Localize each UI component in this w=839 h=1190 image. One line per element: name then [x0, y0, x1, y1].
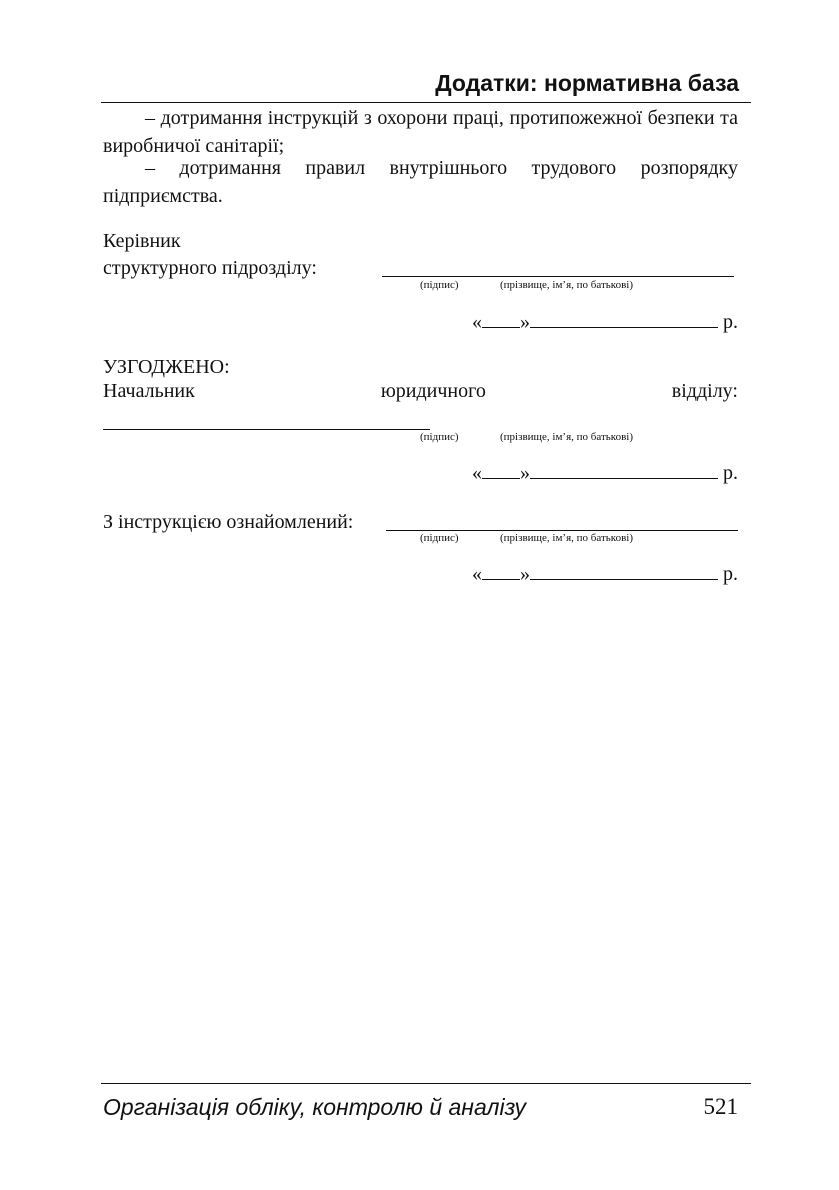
footer-rule	[101, 1083, 751, 1084]
legal-word-legal: юридичного	[380, 380, 486, 402]
legal-signature-line	[103, 429, 430, 430]
legal-date-line	[472, 460, 738, 485]
legal-caption-name: (прізвище, ім’я, по батькові)	[500, 431, 633, 443]
date-open-quote: «	[472, 311, 482, 333]
date-open-quote: «	[472, 462, 482, 484]
date-day-blank	[482, 309, 520, 328]
head-date-line	[472, 309, 738, 334]
head-label-line2: структурного підрозділу:	[103, 257, 317, 279]
date-month-year-blank	[530, 561, 718, 580]
head-caption-signature: (підпис)	[420, 279, 459, 291]
acquainted-signature-line	[386, 530, 738, 531]
acquainted-caption-signature: (підпис)	[420, 532, 459, 544]
approved-label: УЗГОДЖЕНО:	[103, 356, 230, 378]
date-suffix: р.	[718, 462, 738, 484]
date-suffix: р.	[718, 563, 738, 585]
date-day-blank	[482, 460, 520, 479]
date-month-year-blank	[530, 309, 718, 328]
date-suffix: р.	[718, 311, 738, 333]
date-day-blank	[482, 561, 520, 580]
page-header-title: Додатки: нормативна база	[435, 70, 739, 96]
head-signature-line	[382, 276, 734, 277]
acquainted-date-line	[472, 561, 738, 586]
legal-word-department: відділу:	[671, 380, 738, 402]
acquainted-label: З інструкцією ознайомлений:	[103, 511, 354, 533]
head-label-line1: Керівник	[103, 230, 181, 252]
legal-word-head: Начальник	[103, 380, 195, 402]
legal-head-label	[103, 380, 738, 403]
head-caption-name: (прізвище, ім’я, по батькові)	[500, 279, 633, 291]
date-close-quote: »	[520, 563, 530, 585]
footer-title: Організація обліку, контролю й аналізу	[103, 1094, 527, 1120]
paragraph-internal-rules: – дотримання правил внутрішнього трудового розпорядку підприємства.	[103, 157, 738, 207]
legal-caption-signature: (підпис)	[420, 431, 459, 443]
page-number: 521	[703, 1094, 738, 1119]
date-close-quote: »	[520, 462, 530, 484]
acquainted-caption-name: (прізвище, ім’я, по батькові)	[500, 532, 633, 544]
date-month-year-blank	[530, 460, 718, 479]
header-rule	[101, 102, 751, 103]
date-close-quote: »	[520, 311, 530, 333]
date-open-quote: «	[472, 563, 482, 585]
paragraph-labor-safety: – дотримання інструкцій з охорони праці, протипожежної безпеки та виробничої санітарії;	[103, 107, 738, 157]
